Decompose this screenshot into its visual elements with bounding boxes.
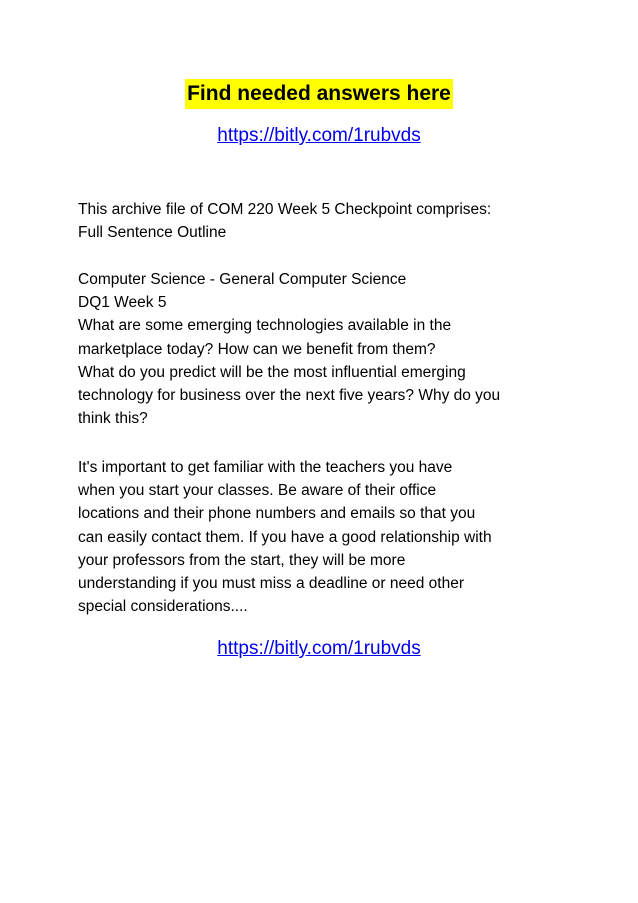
advice-line: can easily contact them. If you have a good relationship with: [78, 528, 492, 546]
advice-line: understanding if you must miss a deadline or need other: [78, 575, 465, 593]
bottom-link[interactable]: https://bitly.com/1rubvds: [217, 638, 421, 659]
top-link-container: [0, 123, 638, 149]
advice-paragraph: [78, 456, 578, 618]
advice-line: locations and their phone numbers and emails so that you: [78, 505, 476, 523]
headline: Find needed answers here: [185, 79, 453, 109]
question-line: technology for business over the next five years? Why do you: [78, 387, 501, 405]
question-line: marketplace today? How can we benefit from them?: [78, 340, 436, 358]
question-line: What do you predict will be the most influential emerging: [78, 363, 466, 381]
bottom-link-container: [0, 636, 638, 662]
advice-line: special considerations....: [78, 598, 248, 616]
intro-line: This archive file of COM 220 Week 5 Checkpoint comprises:: [78, 201, 492, 218]
question-line: think this?: [78, 410, 148, 428]
question-paragraph: [78, 268, 578, 430]
intro-paragraph: [78, 198, 578, 244]
advice-line: your professors from the start, they will be more: [78, 551, 406, 569]
question-line: Computer Science - General Computer Science: [78, 271, 407, 288]
question-line: What are some emerging technologies available in the: [78, 317, 452, 335]
question-line: DQ1 Week 5: [78, 294, 167, 312]
top-link[interactable]: https://bitly.com/1rubvds: [217, 125, 421, 146]
advice-line: when you start your classes. Be aware of their office: [78, 482, 437, 500]
headline-container: [0, 79, 638, 109]
intro-line: Full Sentence Outline: [78, 224, 227, 242]
advice-line: It's important to get familiar with the teachers you have: [78, 459, 453, 476]
